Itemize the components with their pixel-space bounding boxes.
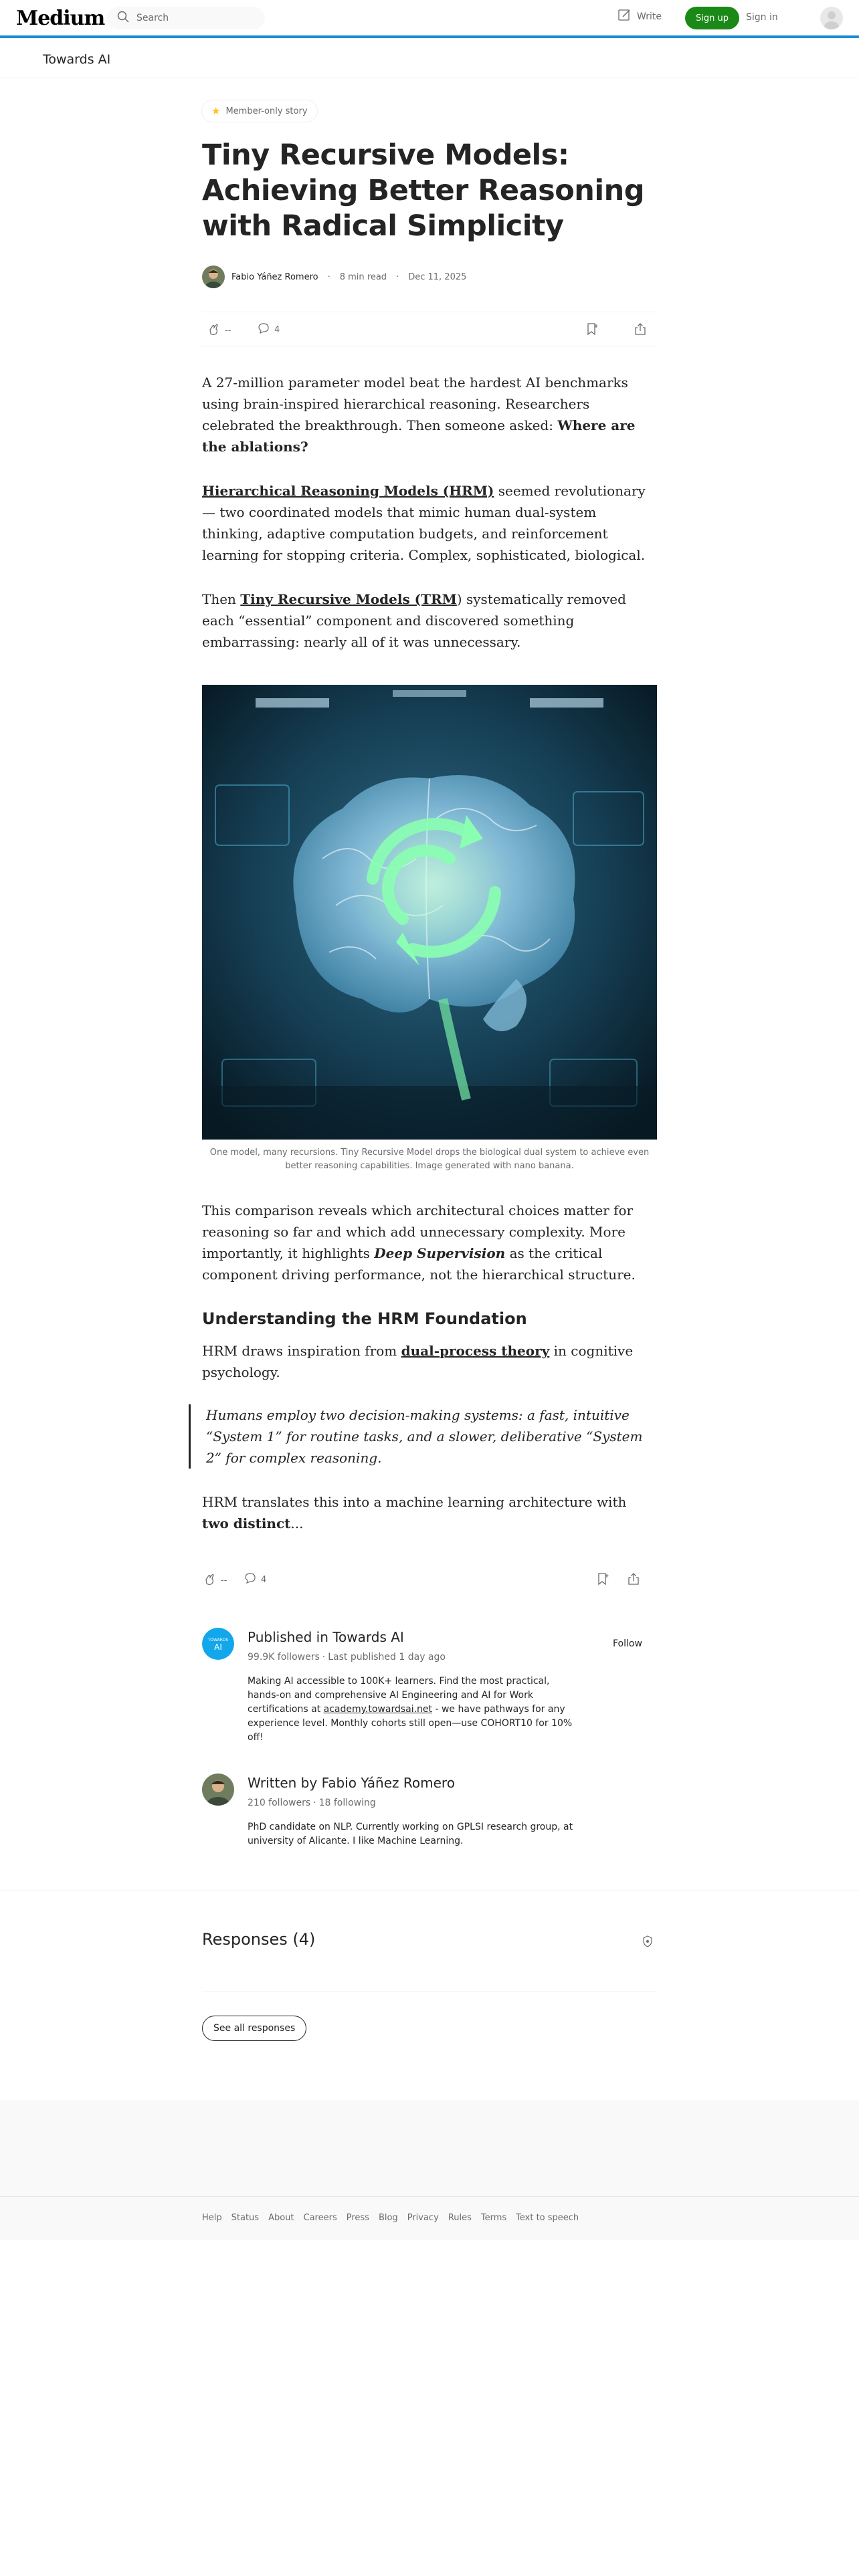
separator-dot: · [396, 272, 399, 282]
publish-date: Dec 11, 2025 [408, 272, 467, 282]
top-navbar [0, 0, 859, 38]
responses-section [0, 1890, 859, 2100]
footer-link-text-to-speech[interactable]: Text to speech [516, 2213, 579, 2223]
footer-link-blog[interactable]: Blog [378, 2213, 398, 2223]
bookmark-button[interactable] [595, 1572, 610, 1589]
comment-count: 4 [261, 1574, 267, 1585]
paragraph-5: HRM draws inspiration from dual-process theory in cognitive psychology. [202, 1343, 634, 1380]
hrm-link[interactable]: Hierarchical Reasoning Models (HRM) [202, 483, 494, 499]
publication-bar [0, 41, 859, 78]
article-actions-bottom [202, 1562, 657, 1597]
search-box[interactable] [107, 7, 265, 29]
comments-button[interactable] [257, 322, 280, 338]
comment-icon [257, 322, 270, 338]
svg-text:AI: AI [214, 1642, 222, 1652]
share-icon [633, 322, 648, 339]
paragraph-6-emphasis: two distinct [202, 1515, 291, 1531]
author-card-title[interactable]: Written by Fabio Yáñez Romero [248, 1775, 455, 1791]
dual-process-theory-link[interactable]: dual-process theory [401, 1343, 550, 1359]
author-avatar[interactable] [202, 265, 225, 288]
medium-logo[interactable]: Medium [16, 7, 105, 30]
member-only-label: Member-only story [225, 106, 308, 116]
publication-name[interactable]: Towards AI [43, 52, 111, 67]
author-card-meta: 210 followers · 18 following [248, 1798, 376, 1808]
pull-quote: Humans employ two decision-making systems: a fast, intuitive “System 1” for routine tasks, and a slower, deliberative “System 2” for complex reasoning. [189, 1404, 657, 1469]
author-card-avatar[interactable] [202, 1774, 234, 1806]
clap-count: -- [225, 325, 231, 336]
write-icon [617, 8, 632, 25]
bookmark-add-icon [595, 1572, 610, 1589]
footer-links [202, 2213, 579, 2223]
write-button[interactable] [617, 8, 662, 25]
paragraph-2: Hierarchical Reasoning Models (HRM) seemed revolutionary — two coordinated models that mimic human dual-system thinking, adaptive computation budgets, and reinforcement learning for stopping criteria. Complex, sophisticated, biological. [202, 483, 646, 563]
member-only-badge [202, 100, 317, 122]
publication-logo[interactable] [202, 1628, 234, 1660]
clap-icon [202, 1572, 217, 1589]
article-title: Tiny Recursive Models: Achieving Better Reasoning with Radical Simplicity [202, 138, 644, 243]
deep-supervision-emphasis: Deep Supervision [374, 1245, 506, 1261]
bookmark-button[interactable] [585, 322, 599, 339]
footer-link-careers[interactable]: Careers [303, 2213, 337, 2223]
comment-icon [244, 1572, 257, 1588]
responses-title: Responses (4) [202, 1930, 316, 1949]
publication-followers: 99.9K followers [248, 1652, 320, 1662]
clap-count: -- [221, 1575, 227, 1586]
footer-link-rules[interactable]: Rules [448, 2213, 472, 2223]
share-button[interactable] [626, 1572, 641, 1589]
section-heading: Understanding the HRM Foundation [202, 1309, 527, 1328]
sign-in-link[interactable]: Sign in [746, 12, 778, 23]
read-time: 8 min read [339, 272, 387, 282]
share-button[interactable] [633, 322, 648, 339]
byline [202, 263, 466, 290]
clap-icon [206, 322, 221, 339]
footer-link-about[interactable]: About [268, 2213, 294, 2223]
footer-link-privacy[interactable]: Privacy [407, 2213, 439, 2223]
publication-card-title[interactable]: Published in Towards AI [248, 1629, 404, 1645]
comments-button[interactable] [244, 1572, 266, 1588]
academy-link[interactable]: academy.towardsai.net [323, 1704, 433, 1715]
author-name[interactable]: Fabio Yáñez Romero [231, 272, 318, 282]
paragraph-4: This comparison reveals which architectural choices matter for reasoning so far and which add unnecessary complexity. More importantly, it highlights Deep Supervision as the critical component driving performance, not the hierarchical structure. [202, 1202, 636, 1283]
clap-button[interactable] [202, 1572, 227, 1589]
sign-up-button[interactable]: Sign up [685, 7, 739, 29]
bookmark-add-icon [585, 322, 599, 339]
paragraph-1: A 27-million parameter model beat the hardest AI benchmarks using brain-inspired hierarchical reasoning. Researchers celebrated the breakthrough. Then someone asked: Where are the ablations? [202, 374, 636, 455]
user-avatar[interactable] [820, 7, 843, 29]
search-icon [116, 10, 130, 26]
star-icon: ★ [211, 105, 221, 117]
separator-dot: · [327, 272, 330, 282]
clap-button[interactable] [206, 322, 231, 339]
write-label: Write [637, 11, 662, 22]
publication-description: Making AI accessible to 100K+ learners. Find the most practical, hands-on and comprehensive AI Engineering and AI for Work certifications at academy.towardsai.net - we have pathways for any experience level. Monthly cohorts still open—use COHORT10 for 10% off! [248, 1676, 573, 1743]
search-input[interactable] [136, 13, 250, 23]
author-followers[interactable]: 210 followers [248, 1798, 311, 1808]
author-following[interactable]: 18 following [318, 1798, 376, 1808]
svg-text:TOWARDS: TOWARDS [207, 1638, 229, 1642]
footer-link-help[interactable]: Help [202, 2213, 222, 2223]
trm-link[interactable]: Tiny Recursive Models (TRM [240, 591, 457, 607]
paragraph-6: HRM translates this into a machine learning architecture with two distinct... [202, 1494, 627, 1531]
responses-guidelines-icon[interactable] [641, 1935, 654, 1951]
paragraph-3: Then Tiny Recursive Models (TRM) systematically removed each “essential” component and discovered something embarrassing: nearly all of it was unnecessary. [202, 591, 626, 650]
brain-illustration[interactable] [202, 685, 657, 1140]
author-bio: PhD candidate on NLP. Currently working on GPLSI research group, at university of Alicante. I like Machine Learning. [248, 1822, 573, 1846]
publication-last-published: Last published 1 day ago [328, 1652, 446, 1662]
footer [0, 2196, 859, 2240]
footer-link-terms[interactable]: Terms [480, 2213, 507, 2223]
image-caption: One model, many recursions. Tiny Recursive Model drops the biological dual system to achieve even better reasoning capabilities. Image generated with nano banana. [209, 1148, 650, 1171]
publication-card-meta: 99.9K followers · Last published 1 day ago [248, 1652, 446, 1662]
footer-link-status[interactable]: Status [231, 2213, 260, 2223]
article-actions-top [202, 312, 657, 346]
footer-link-press[interactable]: Press [346, 2213, 369, 2223]
see-all-responses-button[interactable]: See all responses [202, 2016, 306, 2041]
comment-count: 4 [274, 324, 280, 335]
paragraph-1-emphasis: Where are the ablations? [202, 417, 636, 455]
follow-button[interactable]: Follow [603, 1632, 652, 1656]
share-icon [626, 1572, 641, 1589]
